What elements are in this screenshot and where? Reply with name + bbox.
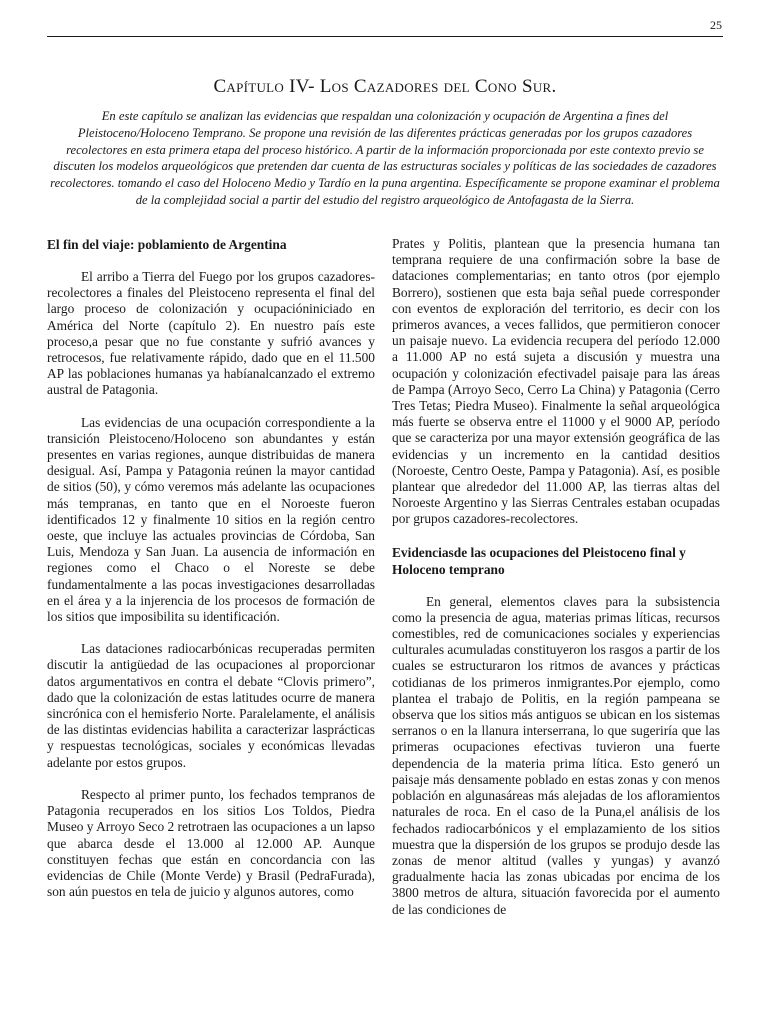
section-heading: Evidenciasde las ocupaciones del Pleistoceno final y Holoceno temprano [392, 544, 686, 577]
page-number: 25 [710, 18, 722, 32]
body-paragraph: Las evidencias de una ocupación correspondiente a la transición Pleistoceno/Holoceno son abundantes y están presentes en varias regiones, aunque distribuidas de manera desigual. Así, Pampa y Patagonia reúnen la mayor cantidad de sitios (50), y cómo veremos más adelante las ocupaciones más tempranas, en tanto que en el Noroeste fueron identificados 12 y finalmente 10 sitios en la región centro oeste, que incluye las actuales provincias de Córdoba, San Luis, Mendoza y San Juan. La ausencia de información en regiones como el Chaco o el Noreste se debe fundamentalmente a las pocas investigaciones desarrolladas en el área y a la injerencia de los procesos de formación de los sitios que imposibilita su identificación. [47, 414, 375, 625]
body-paragraph: Respecto al primer punto, los fechados tempranos de Patagonia recuperados en los sitios Los Toldos, Piedra Museo y Arroyo Seco 2 retrotraen las ocupaciones a un lapso que abarca desde el 13.000 al 12.000 AP. Aunque constituyen fechas que están en concordancia con las evidencias de Chile (Monte Verde) y Brasil (PedraFurada), son aún puestos en tela de juicio y algunos autores, como [47, 786, 375, 900]
chapter-abstract: En este capítulo se analizan las evidencias que respaldan una colonización y ocupación de Argentina a fines del Pleistoceno/Holoceno Temprano. Se propone una revisión de las diferentes prácticas generadas por los grupos cazadores recolectores en esta primera etapa del proceso histórico. A partir de la información proporcionada por este contexto previo se discuten los modelos arqueológicos que pretenden dar cuenta de las estructuras sociales y políticas de las sociedades de cazadores recolectores. tomando el caso del Holoceno Medio y Tardío en la puna argentina. Específicamente se propone examinar el problema de la complejidad social a partir del estudio del registro arqueológico de Antofagasta de la Sierra. [50, 109, 720, 207]
chapter-title: Capítulo IV- Los Cazadores del Cono Sur. [213, 76, 557, 97]
body-paragraph-continued: Prates y Politis, plantean que la presencia humana tan temprana requiere de una confirmación sobre la base de dataciones complementarias; en tanto otros (por ejemplo Borrero), sostienen que esta baja señal puede corresponder con eventos de exploración del territorio, es decir con los primeros avances, a veces fallidos, que permitieron conocer un paisaje nuevo. La evidencia recupera del período 12.000 a 11.000 AP no está sujeta a discusión y muestra una ocupación y colonización efectivadel paisaje para las áreas de Pampa (Arroyo Seco, Cerro La China) y Patagonia (Cerro Tres Tetas; Piedra Museo). Finalmente la señal arqueológica más fuerte se observa entre el 11000 y el 9000 AP, período que se caracteriza por una mayor extensión geográfica de las evidencias y un incremento en la cantidad desitios (Noroeste, Centro Oeste, Pampa y Patagonia). Así, es posible plantear que alrededor del 11.000 AP, las tierras altas del Noroeste Argentino y las Sierras Centrales estaban ocupadas por grupos cazadores-recolectores. [392, 236, 721, 527]
body-paragraph: Las dataciones radiocarbónicas recuperadas permiten discutir la antigüedad de las ocupaciones al proporcionar datos argumentativos en contra el debate “Clovis primero”, dado que la colonización de estas latitudes ocurre de manera sincrónica con el hemisferio Norte. Paralelamente, el análisis de las distintas evidencias habilita a caracterizar lasprácticas y respuestas tecnológicas, sociales y económicas llevadas adelante por estos grupos. [47, 641, 375, 770]
body-paragraph: En general, elementos claves para la subsistencia como la presencia de agua, materias primas líticas, recursos comestibles, red de comunicaciones sociales y experiencias culturales acumuladas constituyeron los rasgos a partir de los cuales se estructuraron los ritmos de avances y prácticas cotidianas de los primeros inmigrantes.Por ejemplo, como plantea el trabajo de Politis, en la región pampeana se observa que los sitios más antiguos se ubican en los sistemas serranos o en la llanura interserrana, lo que sugeriría que las primeras ocupaciones efectivas tuvieron una fuerte dependencia de la materia prima lítica. Esto generó un paisaje más densamente poblado en estas zonas y con menos población en algunasáreas más alejadas de los afloramientos naturales de roca. En el caso de la Puna,el análisis de los fechados radiocarbónicos y el emplazamiento de los sitios muestra que la dispersión de los grupos se produjo desde las zonas de menor altitud (valles y yungas) y avanzó gradualmente hacia las zonas ubicadas por encima de los 3800 metros de altura, situación favorecida por el aumento de las condiciones de [392, 593, 720, 917]
right-column [392, 236, 720, 934]
section-heading: El fin del viaje: poblamiento de Argentina [47, 237, 287, 252]
left-column [47, 236, 375, 916]
header-rule [47, 36, 723, 37]
body-paragraph: El arribo a Tierra del Fuego por los grupos cazadores-recolectores a finales del Pleistoceno representa el final del largo proceso de colonización y ocupacióniniciado en América del Norte (capítulo 2). En nuestro país este proceso,a pesar que no fue constante y sufrió avances y retrocesos, fue relativamente rápido, dado que en el 11.500 AP las poblaciones humanas ya habíanalcanzado el extremo austral de Patagonia. [47, 269, 375, 398]
